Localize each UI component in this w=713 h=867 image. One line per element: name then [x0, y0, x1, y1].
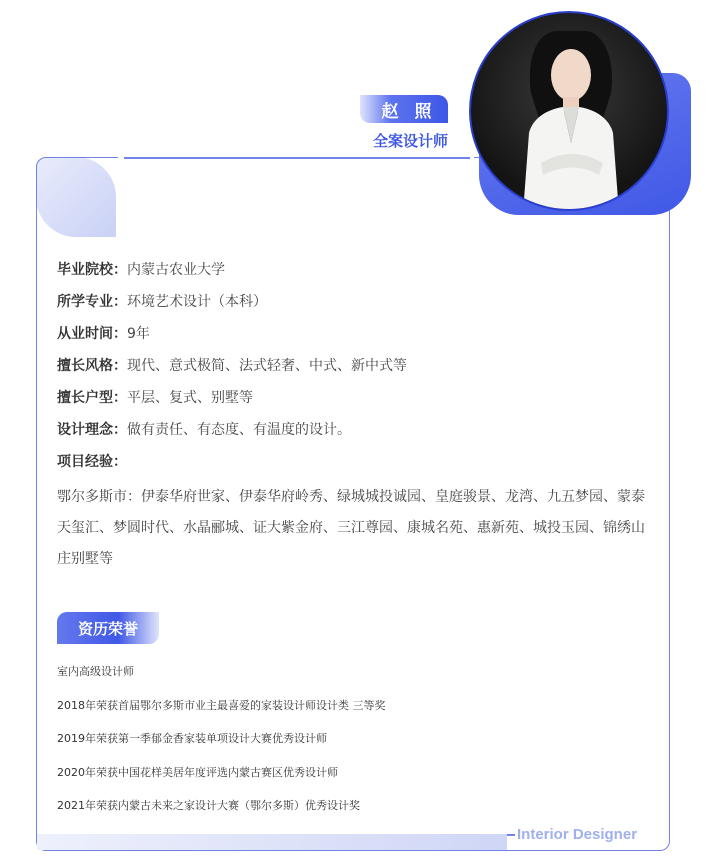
- concept-value: 做有责任、有态度、有温度的设计。: [127, 422, 351, 438]
- info-house: [57, 386, 655, 418]
- frame-top-line: [124, 157, 470, 159]
- concept-label: 设计理念：: [57, 422, 127, 438]
- major-label: 所学专业：: [57, 294, 127, 310]
- years-label: 从业时间：: [57, 326, 127, 342]
- house-label: 擅长户型：: [57, 390, 127, 406]
- designer-role: 全案设计师: [372, 132, 448, 150]
- major-value: 环境艺术设计（本科）: [127, 294, 267, 310]
- bottom-gradient-bar: [37, 834, 507, 850]
- honor-item: 2018年荣获首届鄂尔多斯市业主最喜爱的家装设计师设计类 三等奖: [57, 698, 386, 712]
- info-concept: [57, 418, 655, 450]
- info-major: [57, 290, 655, 322]
- info-school: [57, 258, 655, 290]
- designer-name: 赵 照: [381, 101, 437, 122]
- info-style: [57, 354, 655, 386]
- brand-text: Interior Designer: [517, 826, 638, 843]
- style-label: 擅长风格：: [57, 358, 127, 374]
- bottom-line: [507, 834, 515, 836]
- portrait-figure-icon: [471, 13, 669, 211]
- experience-label: 项目经验：: [57, 454, 127, 470]
- designer-name-badge: [360, 95, 448, 123]
- school-value: 内蒙古农业大学: [127, 262, 225, 278]
- designer-portrait: [469, 11, 669, 211]
- profile-info: [57, 258, 655, 575]
- honor-item: 2019年荣获第一季郁金香家装单项设计大赛优秀设计师: [57, 732, 327, 745]
- honor-item: 室内高级设计师: [57, 665, 134, 678]
- portrait-area: [469, 11, 669, 217]
- honor-item: 2020年荣获中国花样美居年度评选内蒙古赛区优秀设计师: [57, 765, 338, 779]
- honors-title: 资历荣誉: [77, 619, 138, 638]
- style-value: 现代、意式极简、法式轻奢、中式、新中式等: [127, 358, 407, 374]
- info-years: [57, 322, 655, 354]
- years-value: 9年: [127, 326, 150, 342]
- school-label: 毕业院校：: [57, 262, 127, 278]
- honors-title-badge: [57, 612, 159, 644]
- honors-list: [57, 662, 655, 830]
- honor-item: 2021年荣获内蒙古未来之家设计大赛（鄂尔多斯）优秀设计奖: [57, 799, 360, 812]
- experience-value: 鄂尔多斯市：伊泰华府世家、伊泰华府岭秀、绿城城投诚园、皇庭骏景、龙湾、九五梦园、蒙泰天玺汇、梦圆时代、水晶郦城、证大紫金府、三江尊园、康城名苑、惠新苑、城投玉园、锦绣山庄别墅等: [57, 489, 645, 567]
- info-experience: [57, 450, 655, 482]
- house-value: 平层、复式、别墅等: [127, 390, 253, 406]
